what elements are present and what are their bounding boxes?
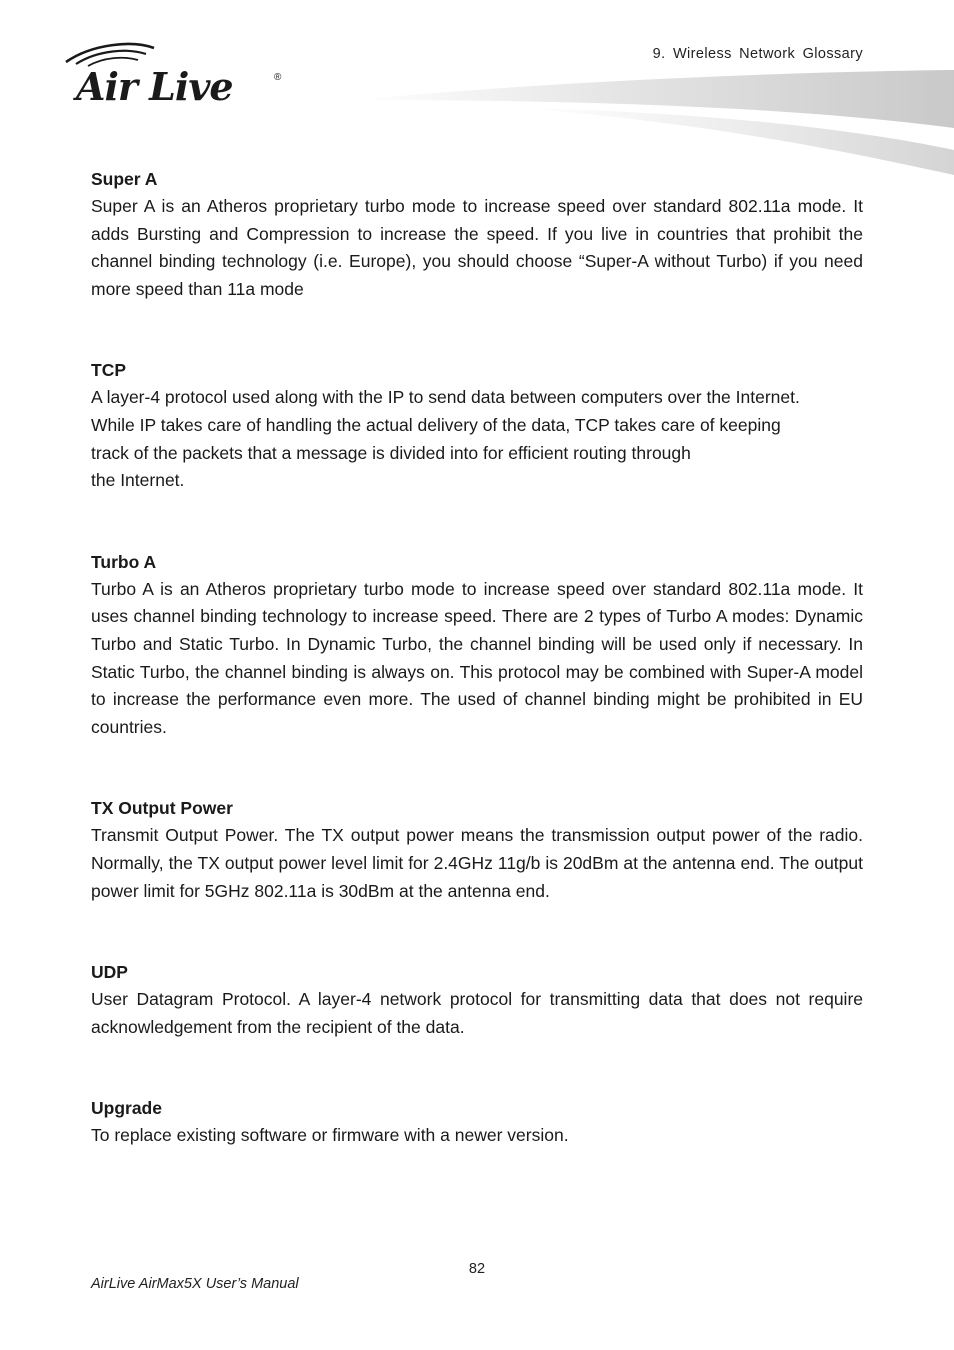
term-heading: TX Output Power [91,798,233,819]
section-header-label: 9. Wireless Network Glossary [652,46,863,62]
glossary-entry-upgrade [91,1095,863,1150]
glossary-entry-tx-output-power [91,795,863,905]
glossary-entry-super-a [91,166,863,303]
term-definition: Super A is an Atheros proprietary turbo mode to increase speed over standard 802.11a mode. It adds Bursting and Compression to increase the speed. If you live in countries that prohibit the channel binding technology (i.e. Europe), you should choose “Super-A without Turbo) if you need more speed than 11a mode [91,196,863,299]
logo-wordmark: Air Live [76,64,233,106]
term-definition: Transmit Output Power. The TX output power means the transmission output power of the radio. Normally, the TX output power level limit for 2.4GHz 11g/b is 20dBm at the antenna end. The output power limit for 5GHz 802.11a is 30dBm at the antenna end. [91,825,863,901]
term-definition: To replace existing software or firmware with a newer version. [91,1125,569,1146]
footer-manual-title: AirLive AirMax5X User’s Manual [91,1276,299,1292]
term-heading: Super A [91,169,158,189]
term-definition: Turbo A is an Atheros proprietary turbo mode to increase speed over standard 802.11a mode. It uses channel binding technology to increase speed. There are 2 types of Turbo A modes: Dynamic Turbo and Static Turbo. In Dynamic Turbo, the channel binding will be used only if necessary. In Static Turbo, the channel binding is always on. This protocol may be combined with Super-A model to increase the performance even more. The used of channel binding might be prohibited in EU countries. [91,578,863,737]
term-heading: Turbo A [91,551,157,572]
glossary-entry-udp [91,959,863,1041]
term-heading: Upgrade [91,1098,162,1119]
page-number: 82 [468,1261,486,1277]
airlive-logo [62,40,292,106]
glossary-entry-turbo-a [91,549,863,742]
registered-mark: ® [274,72,282,83]
term-definition: User Datagram Protocol. A layer-4 network protocol for transmitting data that does not require acknowledgement from the recipient of the data. [91,989,863,1037]
term-heading: UDP [91,962,128,983]
glossary-content [91,166,863,1204]
term-heading: TCP [91,360,126,381]
term-definition: A layer-4 protocol used along with the IP to send data between computers over the Internet. While IP takes care of handling the actual delivery of the data, TCP takes care of keeping track of the packets that a message is divided into for efficient routing through the Internet. [91,387,800,491]
glossary-entry-tcp [91,357,863,494]
